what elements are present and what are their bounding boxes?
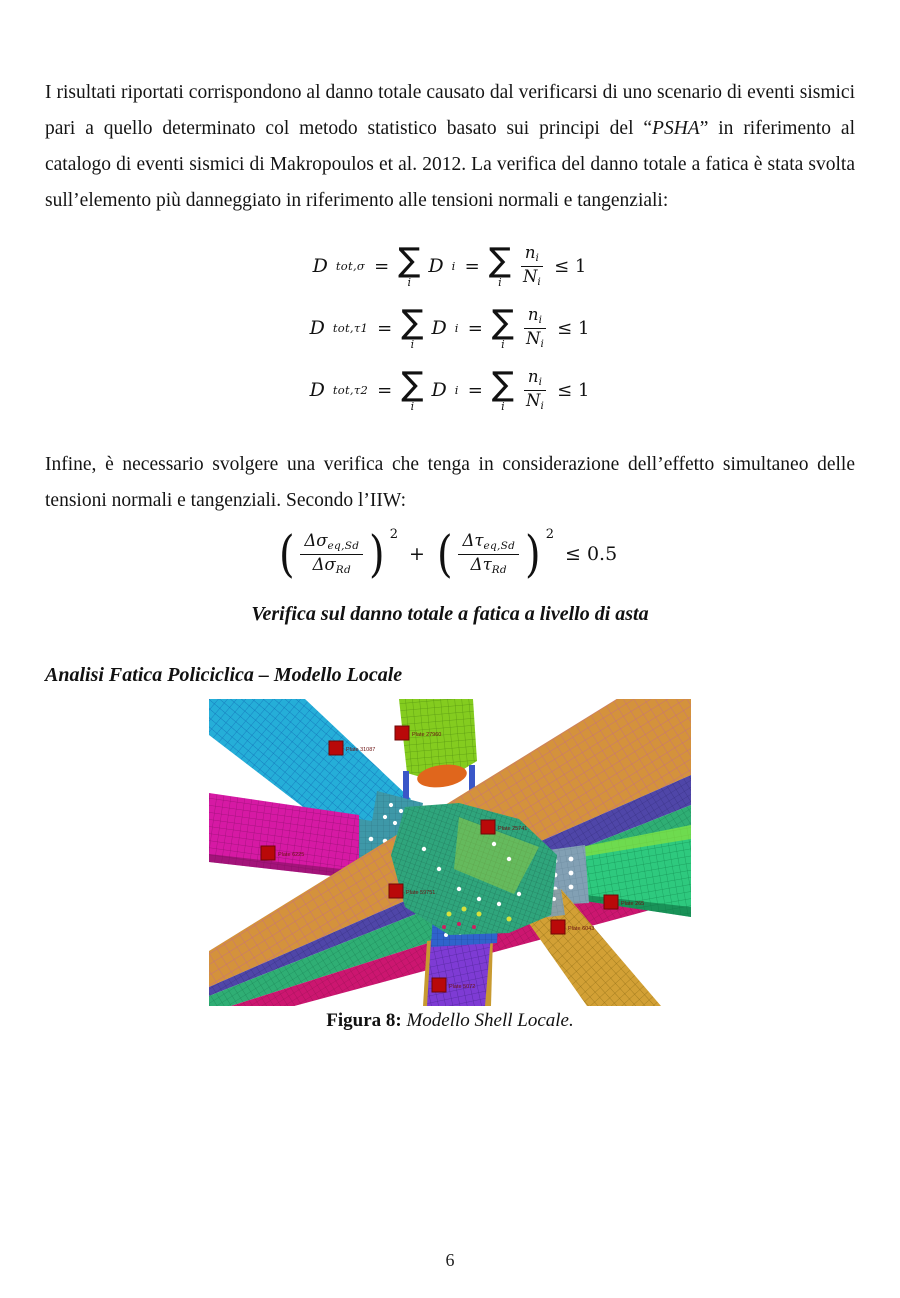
- leq-value: ≤ 0.5: [564, 543, 618, 565]
- svg-text:Plate 59751: Plate 59751: [406, 890, 436, 896]
- summation: [491, 302, 515, 351]
- equals-sign: =: [467, 379, 483, 401]
- svg-text:Plate 27960: Plate 27960: [412, 732, 442, 738]
- equals-sign: =: [374, 255, 390, 277]
- sum-index: i: [407, 275, 412, 289]
- fraction-dtau: [458, 531, 519, 576]
- paragraph-iiw: Infine, è necessario svolgere una verifica che tenga in considerazione dell’effetto simultaneo delle tensioni normali e tangenziali. Secondo l’IIW:: [45, 454, 855, 511]
- sum-index: i: [410, 399, 415, 413]
- figure-caption-text: Modello Shell Locale.: [401, 1010, 574, 1031]
- open-paren: (: [436, 525, 453, 583]
- svg-text:Plate 31087: Plate 31087: [346, 747, 376, 753]
- fem-model-figure: [209, 699, 691, 1006]
- leq-one: ≤ 1: [554, 255, 587, 277]
- formula-lhs-subscript: tot,τ1: [332, 321, 369, 335]
- formula-lhs-subscript: tot,τ2: [332, 383, 369, 397]
- paragraph-intro: [45, 75, 855, 219]
- formula-iiw-interaction: [45, 519, 855, 589]
- summation: [398, 240, 421, 289]
- summation: [491, 364, 515, 413]
- sigma-symbol: ∑: [398, 240, 421, 280]
- sum-index: i: [501, 337, 505, 351]
- summation: [488, 240, 511, 289]
- fraction-numerator: $n_i$: [524, 305, 546, 328]
- formula-damage-tau2: [45, 359, 855, 421]
- open-paren: (: [278, 525, 295, 583]
- formula-di-symbol: D: [431, 317, 447, 339]
- sum-index: i: [410, 337, 415, 351]
- close-paren: ): [525, 525, 541, 583]
- summation: [401, 364, 424, 413]
- close-paren: ): [369, 525, 385, 583]
- formula-lhs-subscript: tot,σ: [335, 259, 366, 273]
- sum-index: i: [498, 275, 502, 289]
- verification-caption: Verifica sul danno totale a fatica a livello di asta: [251, 603, 649, 625]
- paragraph-intro-part2: ” in riferimento al catalogo di eventi sismici di Makropoulos et al. 2012. La verifica del danno totale a fatica è stata svolta sull’elemento più danneggiato in riferimento alle tensioni normali e tangenziali:: [45, 118, 855, 211]
- fraction-numerator: $n_i$: [524, 367, 546, 390]
- fraction-ni-over-Ni: [522, 305, 548, 350]
- fraction-denominator: $N_i$: [526, 390, 545, 412]
- sigma-symbol: ∑: [401, 364, 424, 404]
- equals-sign: =: [467, 317, 483, 339]
- fraction-ni-over-Ni: [522, 367, 548, 412]
- formula-damage-tau1: [45, 297, 855, 359]
- fraction-denominator: $\Delta\tau_{Rd}$: [470, 554, 507, 576]
- di-subscript: i: [454, 383, 459, 397]
- formula-lhs-symbol: D: [309, 317, 325, 339]
- psha-term: PSHA: [652, 118, 700, 139]
- sum-index: i: [501, 399, 505, 413]
- formula-lhs-symbol: D: [312, 255, 328, 277]
- sigma-symbol: ∑: [491, 364, 515, 404]
- figure-caption-label: Figura 8:: [326, 1010, 402, 1031]
- leq-one: ≤ 1: [557, 379, 590, 401]
- fraction-numerator: $\Delta\sigma_{eq,Sd}$: [300, 531, 363, 554]
- formula-di-symbol: D: [431, 379, 447, 401]
- di-subscript: i: [451, 259, 456, 273]
- equals-sign: =: [377, 379, 393, 401]
- formula-di-symbol: D: [428, 255, 444, 277]
- svg-text:Plate 6225: Plate 6225: [278, 852, 305, 858]
- fraction-dsigma: [300, 531, 363, 576]
- di-subscript: i: [454, 321, 459, 335]
- equals-sign: =: [377, 317, 393, 339]
- plus-sign: +: [409, 543, 425, 565]
- damage-formulas: [45, 235, 855, 421]
- svg-text:Plate 5072: Plate 5072: [449, 984, 476, 990]
- svg-text:Plate 265: Plate 265: [621, 901, 645, 907]
- fraction-denominator: $N_i$: [526, 328, 545, 350]
- leq-one: ≤ 1: [557, 317, 590, 339]
- fraction-numerator: $\Delta\tau_{eq,Sd}$: [458, 531, 519, 554]
- exponent: 2: [545, 526, 554, 542]
- fraction-ni-over-Ni: [519, 243, 545, 288]
- summation: [401, 302, 424, 351]
- paragraph-intro-part1: I risultati riportati corrispondono al danno totale causato dal verificarsi di uno scenario di eventi sismici pari a quello determinato col metodo statistico basato sui principi del “: [45, 82, 855, 139]
- formula-lhs-symbol: D: [309, 379, 325, 401]
- section-heading: Analisi Fatica Policiclica – Modello Locale: [45, 664, 403, 686]
- formula-damage-sigma: [45, 235, 855, 297]
- figure-container: [45, 699, 855, 1006]
- svg-text:Plate 25741: Plate 25741: [498, 826, 528, 832]
- fraction-denominator: $\Delta\sigma_{Rd}$: [312, 554, 351, 576]
- equals-sign: =: [464, 255, 480, 277]
- sigma-symbol: ∑: [491, 302, 515, 342]
- figure-caption: [45, 1009, 855, 1033]
- sigma-symbol: ∑: [401, 302, 424, 342]
- fraction-numerator: $n_i$: [521, 243, 543, 266]
- exponent: 2: [389, 526, 399, 542]
- sigma-symbol: ∑: [488, 240, 511, 280]
- page-number: 6: [445, 1250, 455, 1270]
- svg-text:Plate 6043: Plate 6043: [568, 926, 595, 932]
- fraction-denominator: $N_i$: [522, 266, 542, 288]
